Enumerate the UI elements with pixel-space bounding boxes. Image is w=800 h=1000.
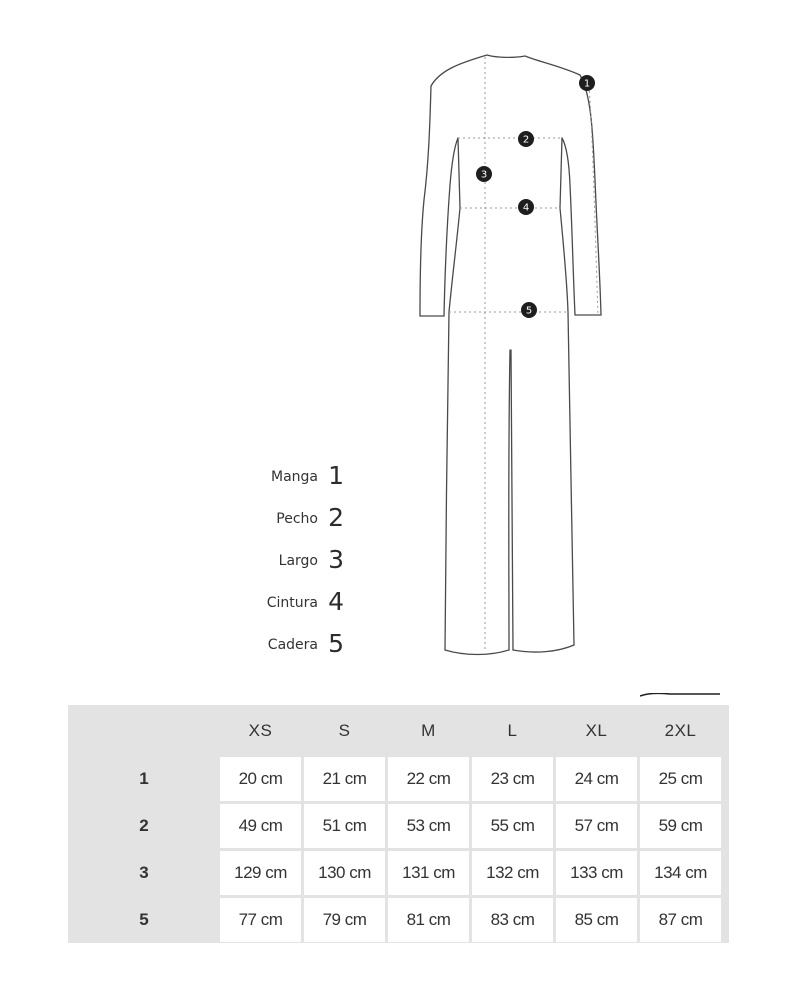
garment-outline-left-body <box>445 138 460 650</box>
legend-label: Manga <box>271 469 318 485</box>
row-header: 2 <box>139 816 149 835</box>
legend-row-length <box>250 544 360 586</box>
table-cell: 130 cm <box>304 851 385 895</box>
legend-row-sleeve <box>250 460 360 502</box>
table-cell: 20 cm <box>220 757 301 801</box>
table-cell: 129 cm <box>220 851 301 895</box>
table-cell: 133 cm <box>556 851 637 895</box>
legend-label: Cadera <box>267 637 318 653</box>
table-cell: 132 cm <box>472 851 553 895</box>
table-row <box>71 898 721 942</box>
table-cell: 51 cm <box>304 804 385 848</box>
table-cell: 83 cm <box>472 898 553 942</box>
table-cell: 87 cm <box>640 898 721 942</box>
table-cell: 134 cm <box>640 851 721 895</box>
legend-number: 2 <box>328 503 344 532</box>
table-cell: 55 cm <box>472 804 553 848</box>
garment-outline-inner-right-leg <box>511 350 513 650</box>
size-header: XS <box>248 721 273 740</box>
table-cell: 81 cm <box>388 898 469 942</box>
legend-number: 5 <box>328 629 344 658</box>
legend-label: Cintura <box>266 595 318 611</box>
table-cell: 79 cm <box>304 898 385 942</box>
table-row <box>71 851 721 895</box>
marker-chest-label: 2 <box>522 134 530 146</box>
size-header: S <box>338 721 351 740</box>
legend-number: 3 <box>328 545 344 574</box>
table-cell: 57 cm <box>556 804 637 848</box>
table-cell: 23 cm <box>472 757 553 801</box>
size-header: L <box>507 721 518 740</box>
row-header: 3 <box>139 863 149 882</box>
legend-label: Largo <box>278 553 318 569</box>
size-header: M <box>421 721 436 740</box>
size-chart-table <box>68 705 729 943</box>
garment-outline-shoulders <box>431 55 580 86</box>
size-header: XL <box>585 721 608 740</box>
legend-row-hip <box>250 628 360 670</box>
table-row <box>71 804 721 848</box>
garment-outline-left-sleeve-outer <box>420 86 431 316</box>
legend-row-waist <box>250 586 360 628</box>
table-cell: 22 cm <box>388 757 469 801</box>
table-cell: 24 cm <box>556 757 637 801</box>
table-cell: 77 cm <box>220 898 301 942</box>
size-header: 2XL <box>664 721 697 740</box>
garment-outline-right-sleeve-inner <box>562 138 575 315</box>
marker-length-label: 3 <box>480 169 488 181</box>
table-row <box>71 757 721 801</box>
table-cell: 25 cm <box>640 757 721 801</box>
decorative-tab-mark <box>640 693 720 697</box>
marker-hip-label: 5 <box>525 305 533 317</box>
table-header-row <box>71 708 721 754</box>
row-header: 1 <box>139 769 149 788</box>
sleeve-line <box>589 86 598 315</box>
legend-number: 1 <box>328 461 344 490</box>
table-cell: 21 cm <box>304 757 385 801</box>
marker-sleeve-label: 1 <box>583 78 591 90</box>
table-cell: 53 cm <box>388 804 469 848</box>
garment-outline-right-hem <box>513 645 574 652</box>
legend-label: Pecho <box>276 511 318 527</box>
table-cell: 85 cm <box>556 898 637 942</box>
garment-outline-left-hem <box>445 650 509 655</box>
table-cell: 59 cm <box>640 804 721 848</box>
legend-number: 4 <box>328 587 344 616</box>
legend-row-chest <box>250 502 360 544</box>
table-corner <box>71 708 217 754</box>
row-header: 5 <box>139 910 149 929</box>
table-cell: 131 cm <box>388 851 469 895</box>
table-cell: 49 cm <box>220 804 301 848</box>
measurement-legend <box>250 460 360 670</box>
garment-outline-inner-left-leg <box>509 350 510 650</box>
marker-waist-label: 4 <box>522 202 530 214</box>
